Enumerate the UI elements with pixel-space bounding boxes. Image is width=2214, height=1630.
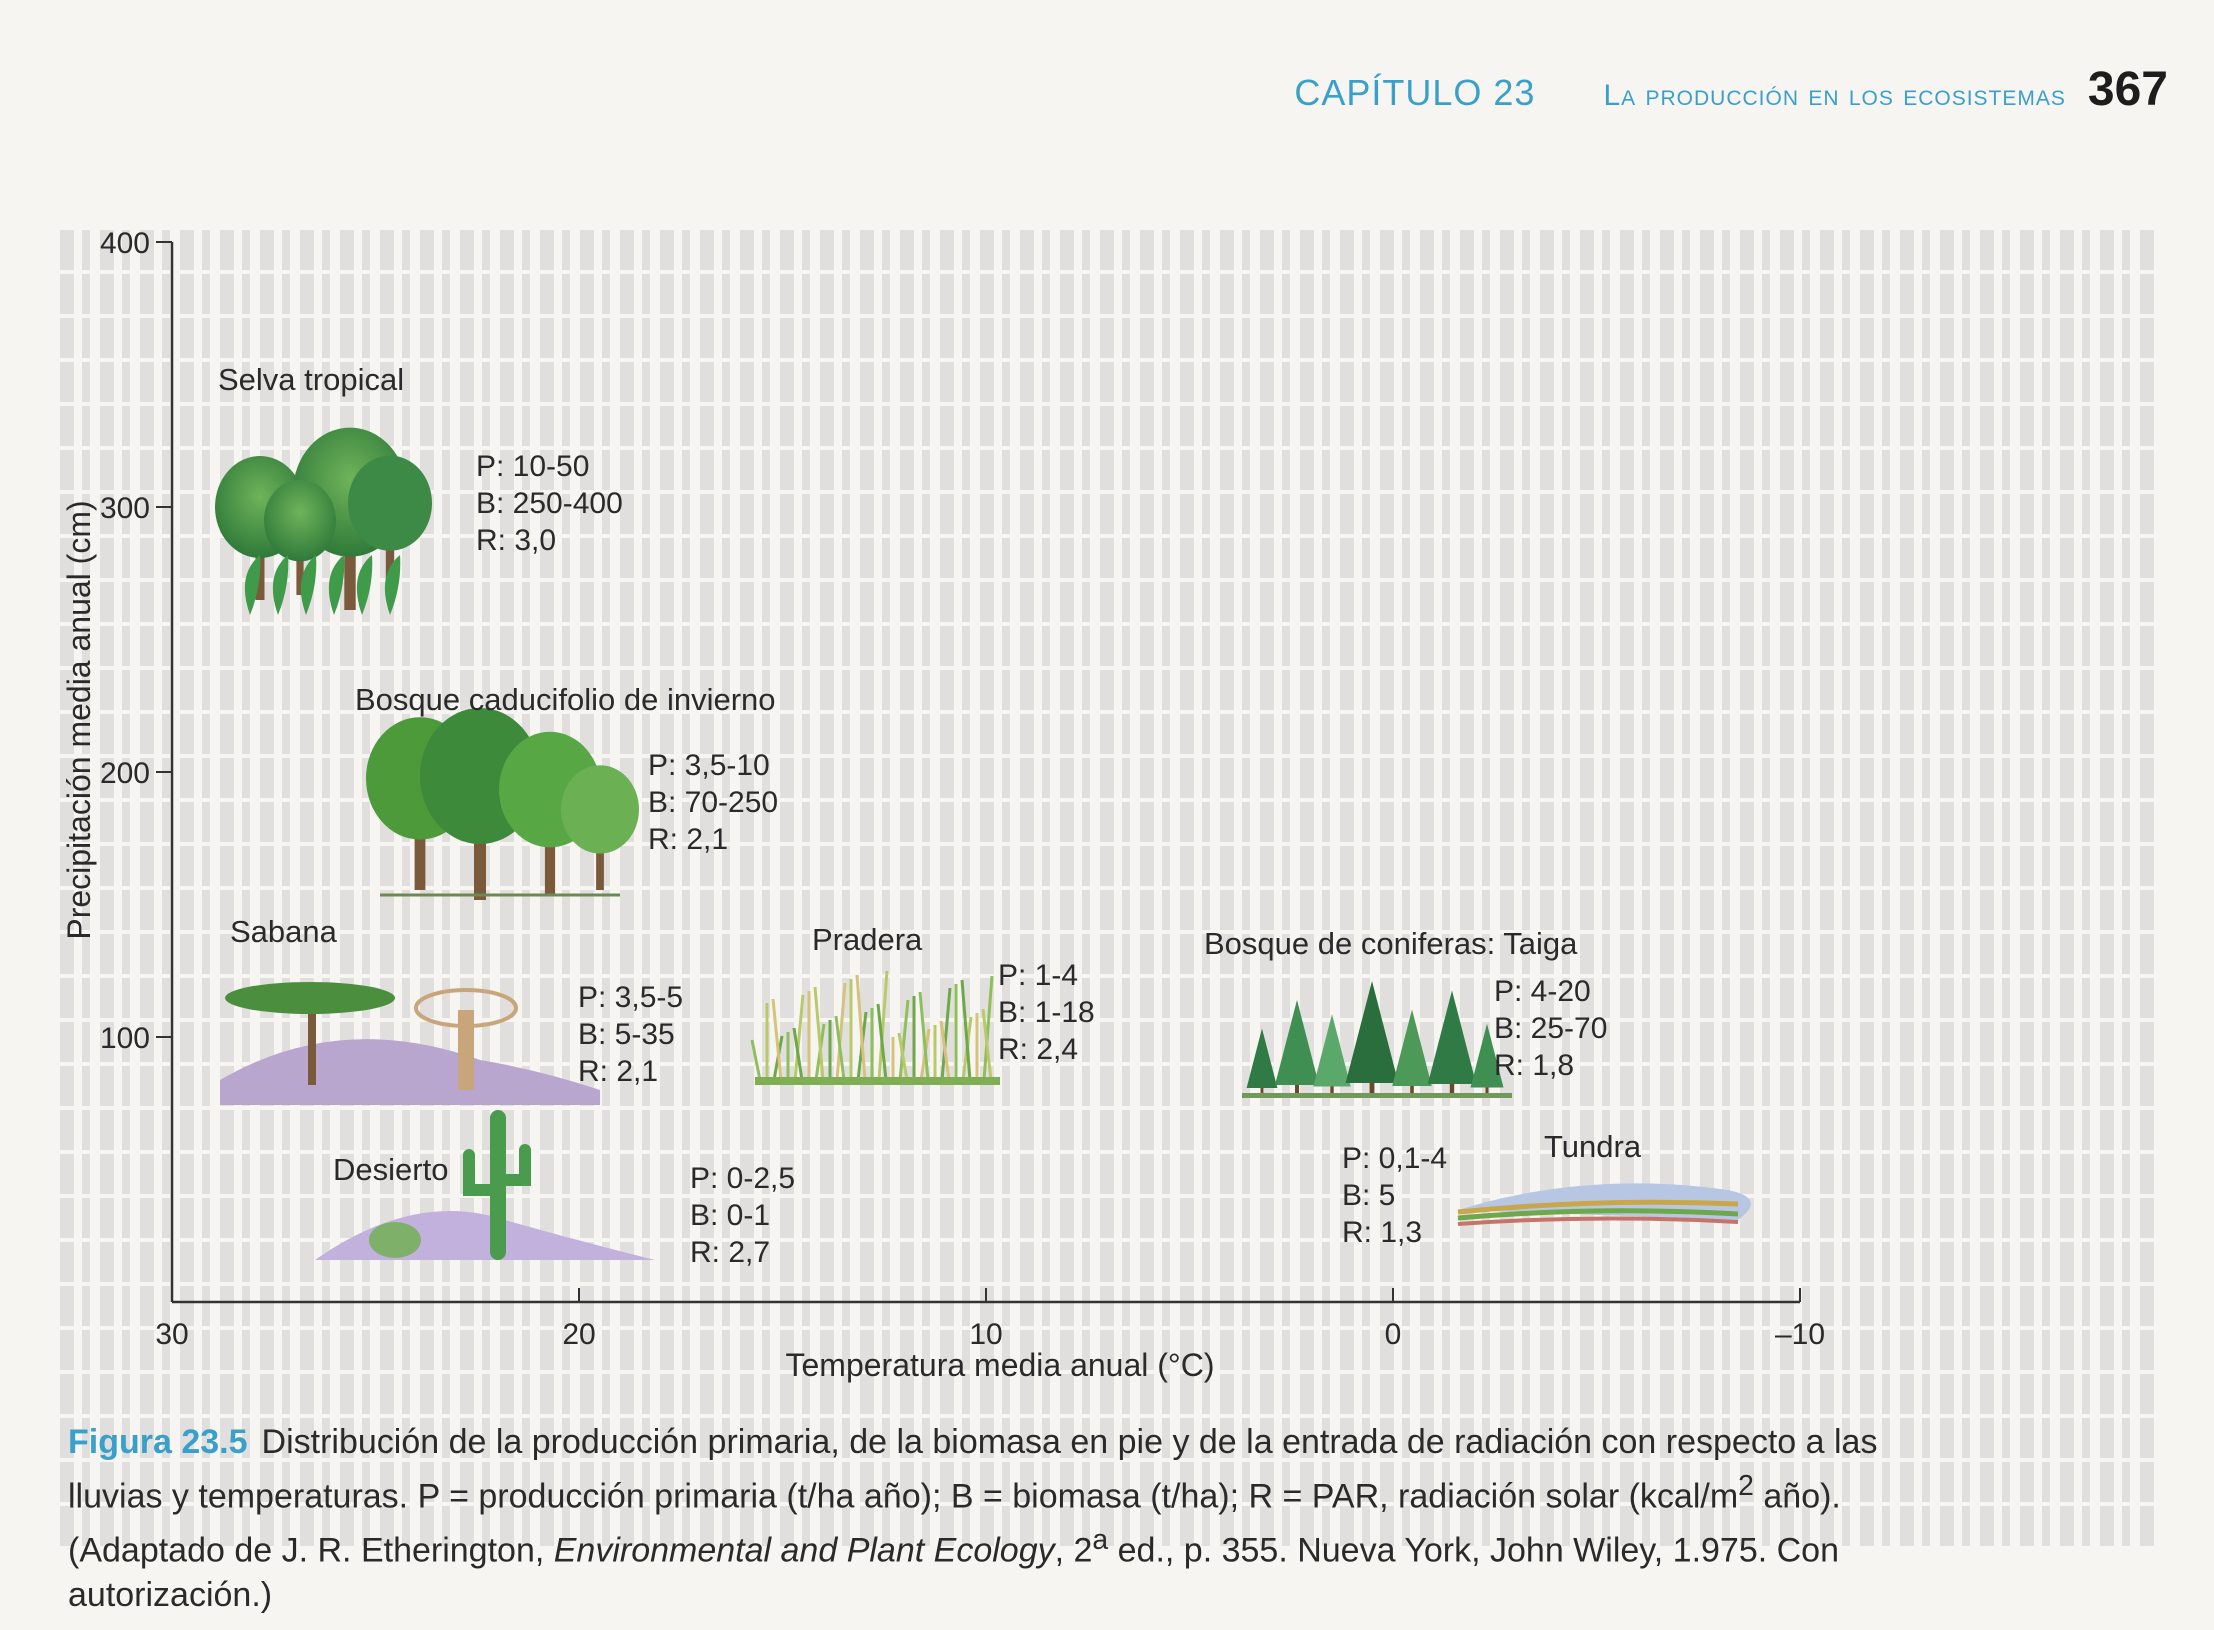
- biome-stat-b: B: 0-1: [690, 1199, 771, 1232]
- taiga-illustration: [1242, 981, 1512, 1098]
- biome-stat-p: P: 10-50: [476, 450, 590, 483]
- x-tick-label: 20: [562, 1318, 596, 1351]
- biome-stat-p: P: 4-20: [1494, 975, 1591, 1008]
- conifer-crown: [1275, 1000, 1319, 1085]
- biome-name: Tundra: [1544, 1129, 1642, 1164]
- tropical-forest-illustration: [215, 428, 432, 615]
- biome-grassland: [752, 922, 1095, 1085]
- biome-savanna: [220, 914, 683, 1105]
- tree-canopy: [561, 765, 639, 853]
- tree-canopy: [264, 480, 336, 562]
- cactus-arm: [469, 1155, 491, 1190]
- biome-tundra: [1342, 1129, 1751, 1249]
- caption-sup-1: 2: [1738, 1470, 1754, 1502]
- x-tick-label: 30: [155, 1318, 189, 1351]
- acacia-canopy: [225, 982, 395, 1014]
- biome-stat-p: P: 3,5-5: [578, 981, 684, 1014]
- caption-text-1: Distribución de la producción primaria, de la biomasa en pie y de la entrada de radiación con respecto a las lluvias y temperaturas. P = producción primaria (t/ha año); B = biomasa (t/ha); R = PAR, radiación solar (kcal/m: [68, 1423, 1878, 1516]
- biome-stat-b: B: 5-35: [578, 1018, 675, 1051]
- figure-caption: [68, 1420, 1888, 1617]
- conifer-crown: [1392, 1010, 1432, 1087]
- tundra-illustration: [1458, 1183, 1751, 1224]
- biome-stat-r: R: 2,7: [690, 1236, 771, 1269]
- hill: [220, 1039, 600, 1105]
- biome-tropical-forest: [215, 362, 623, 615]
- conifer-crown: [1247, 1029, 1278, 1089]
- biome-groups: [215, 362, 1751, 1269]
- biome-taiga: [1204, 926, 1607, 1098]
- y-tick-label: 200: [99, 757, 150, 790]
- biome-stat-r: R: 2,1: [648, 823, 729, 856]
- x-tick-label: 10: [969, 1318, 1003, 1351]
- biome-name: Desierto: [333, 1152, 449, 1187]
- figure-label: Figura 23.5: [68, 1423, 248, 1461]
- caption-book-title: Environmental and Plant Ecology: [553, 1531, 1055, 1570]
- x-tick-label: –10: [1774, 1318, 1826, 1351]
- palm-frond: [329, 555, 344, 615]
- biome-stat-b: B: 25-70: [1494, 1012, 1608, 1045]
- conifer-crown: [1428, 991, 1476, 1085]
- palm-frond: [273, 555, 288, 615]
- tundra-stripe-red: [1458, 1218, 1738, 1224]
- biome-stat-p: P: 0-2,5: [690, 1162, 796, 1195]
- palm-frond: [357, 555, 372, 615]
- biome-stat-b: B: 5: [1342, 1179, 1396, 1212]
- biome-stat-r: R: 2,4: [998, 1033, 1079, 1066]
- caption-text-2: año). (Adaptado de J. R. Etherington,: [68, 1477, 1841, 1570]
- forest-floor: [1242, 1093, 1512, 1098]
- x-axis-label: Temperatura media anual (°C): [785, 1347, 1215, 1383]
- section-title: La producción en los ecosistemas: [1603, 79, 2066, 112]
- biome-stat-p: P: 0,1-4: [1342, 1142, 1448, 1175]
- biome-desert: [315, 1110, 795, 1269]
- chapter-label: CAPÍTULO 23: [1294, 72, 1536, 113]
- conifer-crown: [1346, 981, 1399, 1083]
- biome-name: Bosque caducifolio de invierno: [355, 682, 776, 717]
- grass-base: [755, 1077, 1000, 1085]
- biome-stat-r: R: 2,1: [578, 1055, 659, 1088]
- y-axis-label: Precipitación media anual (cm): [61, 500, 97, 940]
- biome-stat-p: P: 3,5-10: [648, 749, 770, 782]
- x-tick-label: 0: [1384, 1318, 1402, 1351]
- palm-frond: [245, 555, 260, 615]
- biome-deciduous-forest: [355, 682, 778, 900]
- biome-stat-b: B: 250-400: [476, 487, 623, 520]
- y-tick-label: 100: [99, 1022, 150, 1055]
- biome-name: Sabana: [230, 914, 337, 949]
- shrub: [369, 1222, 421, 1258]
- savanna-illustration: [220, 982, 600, 1105]
- biome-stat-r: R: 1,3: [1342, 1216, 1423, 1249]
- deciduous-forest-illustration: [366, 708, 639, 900]
- caption-sup-2: a: [1092, 1524, 1109, 1557]
- dune: [315, 1211, 655, 1260]
- conifer-crown: [1313, 1014, 1350, 1086]
- biome-stat-b: B: 70-250: [648, 786, 779, 819]
- tree-canopy: [348, 456, 432, 551]
- grassland-illustration: [752, 971, 1000, 1085]
- biome-stat-r: R: 3,0: [476, 524, 557, 557]
- page-number: 367: [2087, 63, 2168, 116]
- baobab-trunk: [458, 1010, 474, 1090]
- biome-stat-b: B: 1-18: [998, 996, 1095, 1029]
- grass-blade: [752, 1040, 760, 1080]
- y-tick-label: 300: [99, 492, 150, 525]
- biome-stat-r: R: 1,8: [1494, 1049, 1575, 1082]
- biome-stat-p: P: 1-4: [998, 959, 1079, 992]
- y-tick-label: 400: [99, 227, 150, 260]
- caption-text-3: , 2: [1054, 1531, 1093, 1570]
- caption-text-4: ed., p. 355. Nueva York, John Wiley, 1.975. Con autorización.): [68, 1531, 1840, 1614]
- biome-name: Pradera: [812, 922, 923, 957]
- cactus-arm: [505, 1150, 525, 1180]
- biome-name: Selva tropical: [218, 362, 405, 397]
- biome-name: Bosque de coniferas: Taiga: [1204, 926, 1578, 961]
